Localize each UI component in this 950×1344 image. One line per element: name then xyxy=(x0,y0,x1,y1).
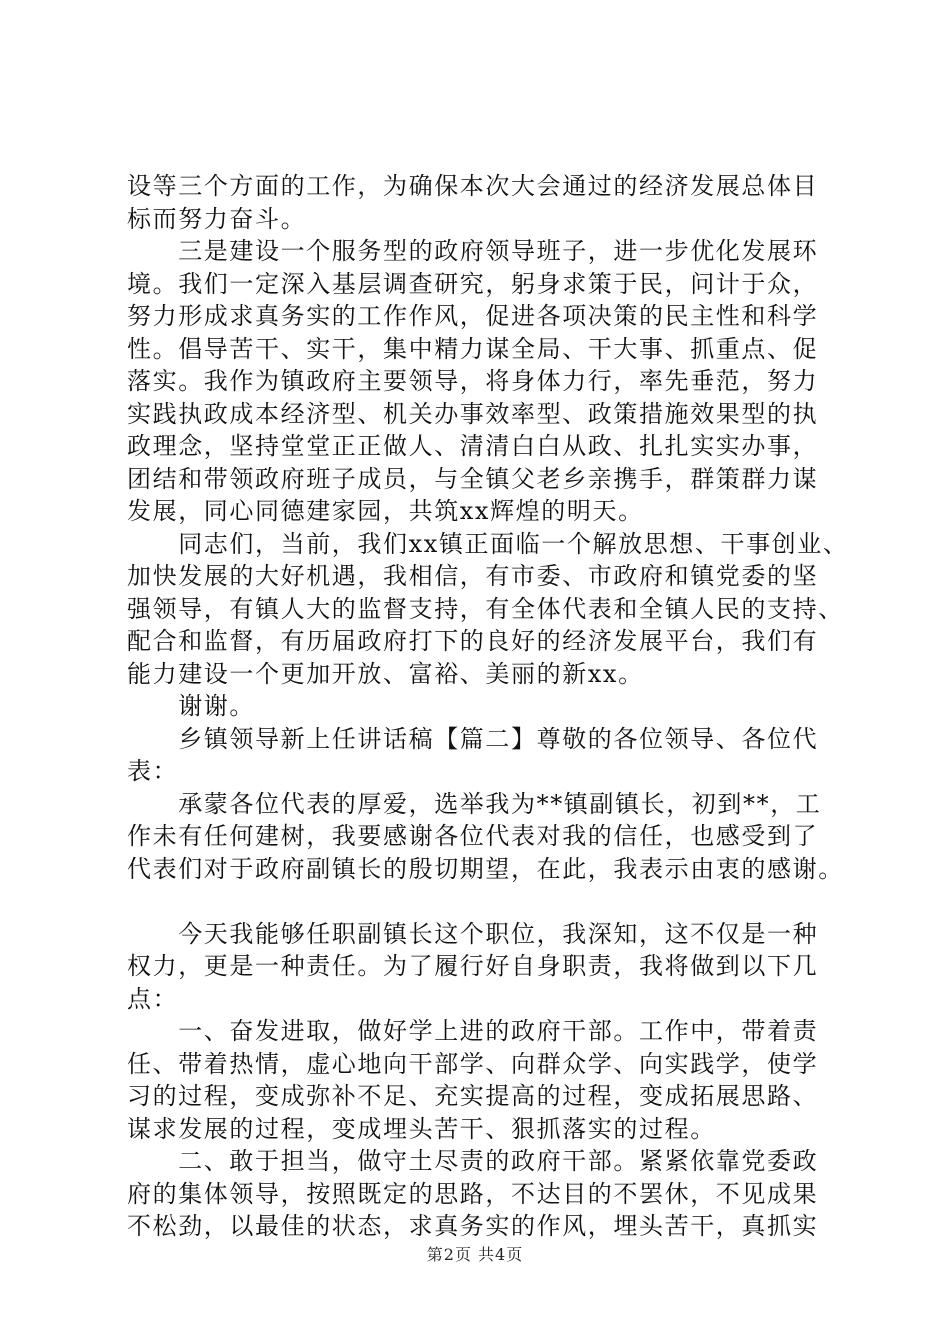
text-line: 谋求发展的过程，变成埋头苦干、狠抓落实的过程。 xyxy=(127,1114,716,1143)
text-line: 配合和监督，有历届政府打下的良好的经济发展平台，我们有 xyxy=(127,627,819,655)
text-line: 点： xyxy=(127,984,179,1013)
text-line: 标而努力奋斗。 xyxy=(127,204,307,233)
text-line: 任、带着热情，虚心地向干部学、向群众学、向实践学，使学 xyxy=(127,1049,819,1078)
text-line: 作未有任何建树，我要感谢各位代表对我的信任，也感受到了 xyxy=(127,822,819,850)
text-line: 发展，同心同德建家园，共筑xx辉煌的明天。 xyxy=(127,497,644,525)
text-line: 三是建设一个服务型的政府领导班子，进一步优化发展环 xyxy=(127,237,819,265)
text-line: 乡镇领导新上任讲话稿【篇二】尊敬的各位领导、各位代 xyxy=(127,724,819,753)
text-line: 加快发展的大好机遇，我相信，有市委、市政府和镇党委的坚 xyxy=(127,562,819,590)
text-line: 强领导，有镇人大的监督支持，有全体代表和全镇人民的支持、 xyxy=(127,594,844,623)
text-line: 不松劲，以最佳的状态，求真务实的作风，埋头苦干，真抓实 xyxy=(127,1212,819,1240)
text-line: 设等三个方面的工作，为确保本次大会通过的经济发展总体目 xyxy=(127,172,819,200)
text-line: 实践执政成本经济型、机关办事效率型、政策措施效果型的执 xyxy=(127,399,819,428)
text-line: 今天我能够任职副镇长这个职位，我深知，这不仅是一种 xyxy=(127,919,819,948)
page-number-footer: 第2页 共4页 xyxy=(426,1245,524,1264)
text-line: 一、奋发进取，做好学上进的政府干部。工作中，带着责 xyxy=(127,1017,819,1045)
text-line: 努力形成求真务实的工作作风，促进各项决策的民主性和科学 xyxy=(127,302,819,330)
text-line: 二、敢于担当，做守土尽责的政府干部。紧紧依靠党委政 xyxy=(127,1147,819,1175)
text-line: 同志们，当前，我们xx镇正面临一个解放思想、干事创业、 xyxy=(127,529,849,558)
blank-line xyxy=(127,885,842,918)
text-line: 习的过程，变成弥补不足、充实提高的过程，变成拓展思路、 xyxy=(127,1082,819,1110)
text-line: 落实。我作为镇政府主要领导，将身体力行，率先垂范，努力 xyxy=(127,367,819,395)
text-line: 代表们对于政府副镇长的殷切期望，在此，我表示由衷的感谢。 xyxy=(127,854,844,883)
text-line: 承蒙各位代表的厚爱，选举我为**镇副镇长，初到**，工 xyxy=(127,789,822,818)
text-line: 表： xyxy=(127,757,179,785)
text-line: 府的集体领导，按照既定的思路，不达目的不罢休，不见成果 xyxy=(127,1179,819,1208)
text-line: 谢谢。 xyxy=(127,692,255,720)
text-line: 政理念，坚持堂堂正正做人、清清白白从政、扎扎实实办事， xyxy=(127,432,819,460)
text-line: 性。倡导苦干、实干，集中精力谋全局、干大事、抓重点、促 xyxy=(127,334,819,363)
text-line: 境。我们一定深入基层调查研究，躬身求策于民，问计于众， xyxy=(127,269,819,298)
document-body xyxy=(127,170,849,1243)
text-line: 权力，更是一种责任。为了履行好自身职责，我将做到以下几 xyxy=(127,952,819,980)
text-line: 团结和带领政府班子成员，与全镇父老乡亲携手，群策群力谋 xyxy=(127,464,819,493)
text-line: 能力建设一个更加开放、富裕、美丽的新xx。 xyxy=(127,659,644,688)
